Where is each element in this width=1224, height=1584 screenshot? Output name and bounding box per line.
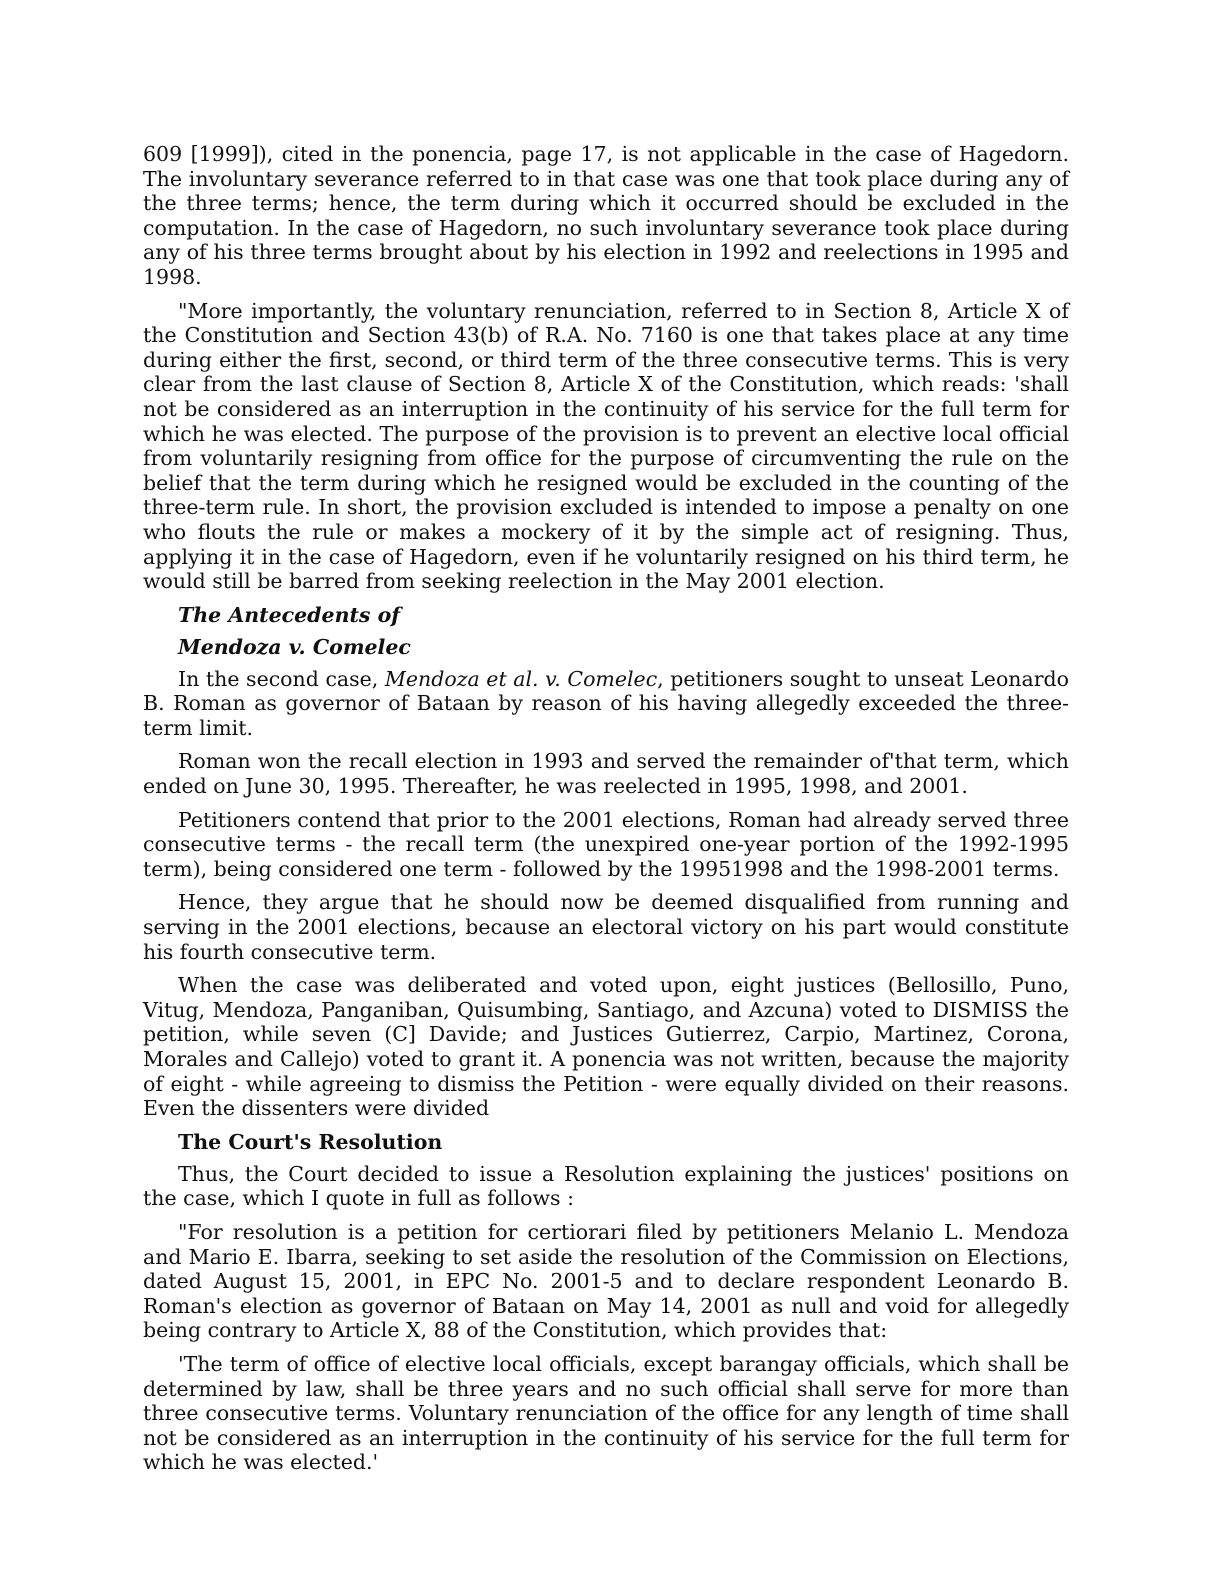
- paragraph-second-case-rest: , petitioners sought to unseat Leonardo B. Roman as governor of Bataan by reason of his having allegedly exceeded the three-term limit.: [143, 666, 1069, 740]
- paragraph-fourth-term-argument: Hence, they argue that he should now be deemed disqualified from running and serving in the 2001 elections, because an electoral victory on his part would constitute his fourth consecutive term.: [143, 890, 1069, 964]
- paragraph-court-resolution-intro: Thus, the Court decided to issue a Resolution explaining the justices' positions on the case, which I quote in full as follows :: [143, 1161, 1069, 1211]
- paragraph-second-case-intro: In the second case,: [178, 666, 385, 691]
- paragraph-petitioners-contend: Petitioners contend that prior to the 2001 elections, Roman had already served three consecutive terms - the recall term (the unexpired one-year portion of the 1992-1995 term), being considered one term - followed by the 19951998 and the 1998-2001 terms.: [143, 807, 1069, 881]
- heading-courts-resolution: The Court's Resolution: [178, 1129, 443, 1154]
- paragraph-second-case: [143, 667, 1069, 741]
- paragraph-roman-recall: Roman won the recall election in 1993 and served the remainder of'that term, which ended on June 30, 1995. Thereafter, he was reelected in 1995, 1998, and 2001.: [143, 749, 1069, 799]
- paragraph-hagedorn-involuntary-severance: 609 [1999]), cited in the ponencia, page 17, is not applicable in the case of Hagedorn. The involuntary severance referred to in that case was one that took place during any of the three terms; hence, the term during which it occurred should be excluded in the computation. In the case of Hagedorn, no such involuntary severance took place during any of his three terms brought about by his election in 1992 and reelections in 1995 and 1998.: [143, 142, 1069, 289]
- paragraph-voluntary-renunciation: "More importantly, the voluntary renunciation, referred to in Section 8, Article X of the Constitution and Section 43(b) of R.A. No. 7160 is one that takes place at any time during either the first, second, or third term of the three consecutive terms. This is very clear from the last clause of Section 8, Article X of the Constitution, which reads: 'shall not be considered as an interruption in the continuity of his service for the full term for which he was elected. The purpose of the provision is to prevent an elective local official from voluntarily resigning from office for the purpose of circumventing the rule on the belief that the term during which he resigned would be excluded in the counting of the three-term rule. In short, the provision excluded is intended to impose a penalty on one who flouts the rule or makes a mockery of it by the simple act of resigning. Thus, applying it in the case of Hagedorn, even if he voluntarily resigned on his third term, he would still be barred from seeking reelection in the May 2001 election.: [143, 298, 1069, 594]
- paragraph-constitution-quote: 'The term of office of elective local officials, except barangay officials, which shall be determined by law, shall be three years and no such official shall serve for more than three consecutive terms. Voluntary renunciation of the office for any length of time shall not be considered as an interruption in the continuity of his service for the full term for which he was elected.': [143, 1351, 1069, 1475]
- case-citation-italic: Mendoza et al. v. Comelec: [384, 666, 658, 691]
- heading-antecedents-line2: Mendoza v. Comelec: [178, 634, 411, 659]
- paragraph-petition-for-certiorari: "For resolution is a petition for certiorari filed by petitioners Melanio L. Mendoza and Mario E. Ibarra, seeking to set aside the resolution of the Commission on Elections, dated August 15, 2001, in EPC No. 2001-5 and to declare respondent Leonardo B. Roman's election as governor of Bataan on May 14, 2001 as null and void for allegedly being contrary to Article X, 88 of the Constitution, which provides that:: [143, 1219, 1069, 1343]
- heading-antecedents-line1: The Antecedents of: [178, 602, 401, 627]
- document-page: [143, 142, 1069, 1484]
- paragraph-justices-vote: When the case was deliberated and voted upon, eight justices (Bellosillo, Puno, Vitug, Mendoza, Panganiban, Quisumbing, Santiago, and Azcuna) voted to DISMISS the petition, while seven (C] Davide; and Justices Gutierrez, Carpio, Martinez, Corona, Morales and Callejo) voted to grant it. A ponencia was not written, because the majority of eight - while agreeing to dismiss the Petition - were equally divided on their reasons. Even the dissenters were divided: [143, 973, 1069, 1121]
